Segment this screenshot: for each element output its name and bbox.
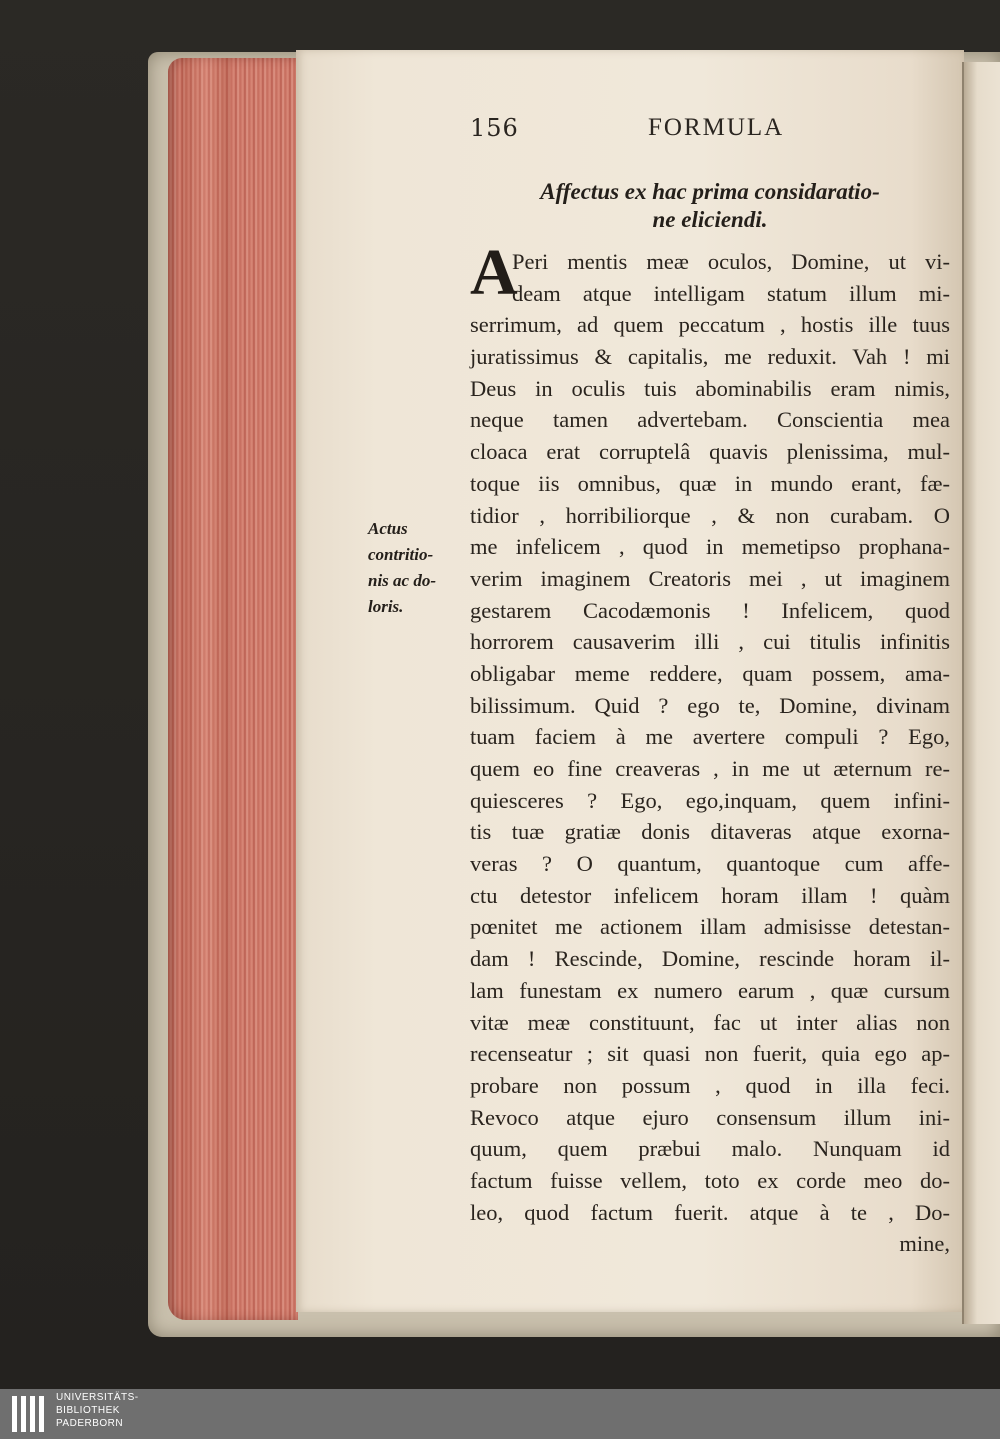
margin-note-line: contritio- [368,545,434,564]
drop-cap: A [470,236,518,309]
text-line: vitæ meæ constituunt, fac ut inter alias non [470,1009,950,1035]
text-line: recenseatur ; sit quasi non fuerit, quia ego ap- [470,1041,950,1067]
text-line: gestarem Cacodæmonis ! Infelicem, quod [470,597,950,623]
text-line: toque iis omnibus, quæ in mundo erant, fæ- [470,470,950,496]
text-line: juratissimus & capitalis, me reduxit. Vah ! mi [470,344,950,370]
facing-page-edge [962,62,1000,1324]
margin-note-line: Actus [368,519,408,538]
text-line: quem eo fine creaveras , in me ut æternum re- [470,756,950,781]
running-head [470,114,810,148]
text-line: Revoco atque ejuro consensum illum ini- [470,1104,950,1130]
logo-line: PADERBORN [56,1418,124,1429]
body-text [470,246,950,1260]
heading-line: ne eliciendi. [652,207,768,232]
text-line: verim imaginem Creatoris mei , ut imaginem [470,565,950,591]
text-line: factum fuisse vellem, toto ex corde meo do- [470,1167,950,1193]
text-line: Deus in oculis tuis abominabilis eram nimis, [470,375,950,401]
text-line: neque tamen advertebam. Conscientia mea [470,407,950,433]
text-line: deam atque intelligam statum illum mi- [512,280,950,306]
text-line: me infelicem , quod in memetipso prophana- [470,534,950,560]
footer-bar [0,1389,1000,1439]
library-logo-icon [10,1392,48,1436]
text-line: leo, quod factum fuerit. atque à te , Do- [470,1199,950,1225]
text-line: pœnitet me actionem illam admisisse detestan- [470,914,950,940]
logo-line: BIBLIOTHEK [56,1405,120,1416]
library-logo-text [56,1391,139,1430]
text-line: obligabar meme reddere, quam possem, ama- [470,660,950,686]
text-line: cloaca erat corruptelâ quavis plenissima, mul- [470,439,950,465]
section-heading [470,178,950,234]
text-line: tidior , horribiliorque , & non curabam. O [470,502,950,528]
running-title: FORMULA [648,114,785,141]
text-line: quum, quem præbui malo. Nunquam id [470,1136,950,1162]
margin-note [368,516,468,620]
text-line: quiesceres ? Ego, ego,inquam, quem infini- [470,787,950,813]
text-line: probare non possum , quod in illa feci. [470,1072,950,1098]
text-line: dam ! Rescinde, Domine, rescinde horam il- [470,946,950,972]
text-line: Peri mentis meæ oculos, Domine, ut vi- [512,249,950,274]
text-line: lam funestam ex numero earum , quæ cursum [470,977,950,1003]
text-line: tuam faciem à me avertere compuli ? Ego, [470,724,950,750]
text-line: bilissimum. Quid ? ego te, Domine, divinam [470,692,950,718]
page-number: 156 [470,114,519,142]
heading-line: Affectus ex hac prima considaratio- [540,179,880,204]
text-line: horrorem causaverim illi , cui titulis infinitis [470,629,950,655]
catchword: mine, [899,1231,950,1257]
page-edges [168,58,298,1320]
text-line: ctu detestor infelicem horam illam ! quàm [470,882,950,908]
text-line: tis tuæ gratiæ donis ditaveras atque exorna- [470,819,950,845]
text-line: veras ? O quantum, quantoque cum affe- [470,851,950,877]
margin-note-line: loris. [368,597,404,616]
margin-note-line: nis ac do- [368,571,436,590]
text-line: serrimum, ad quem peccatum , hostis ille tuus [470,312,950,338]
logo-line: UNIVERSITÄTS- [56,1392,139,1403]
